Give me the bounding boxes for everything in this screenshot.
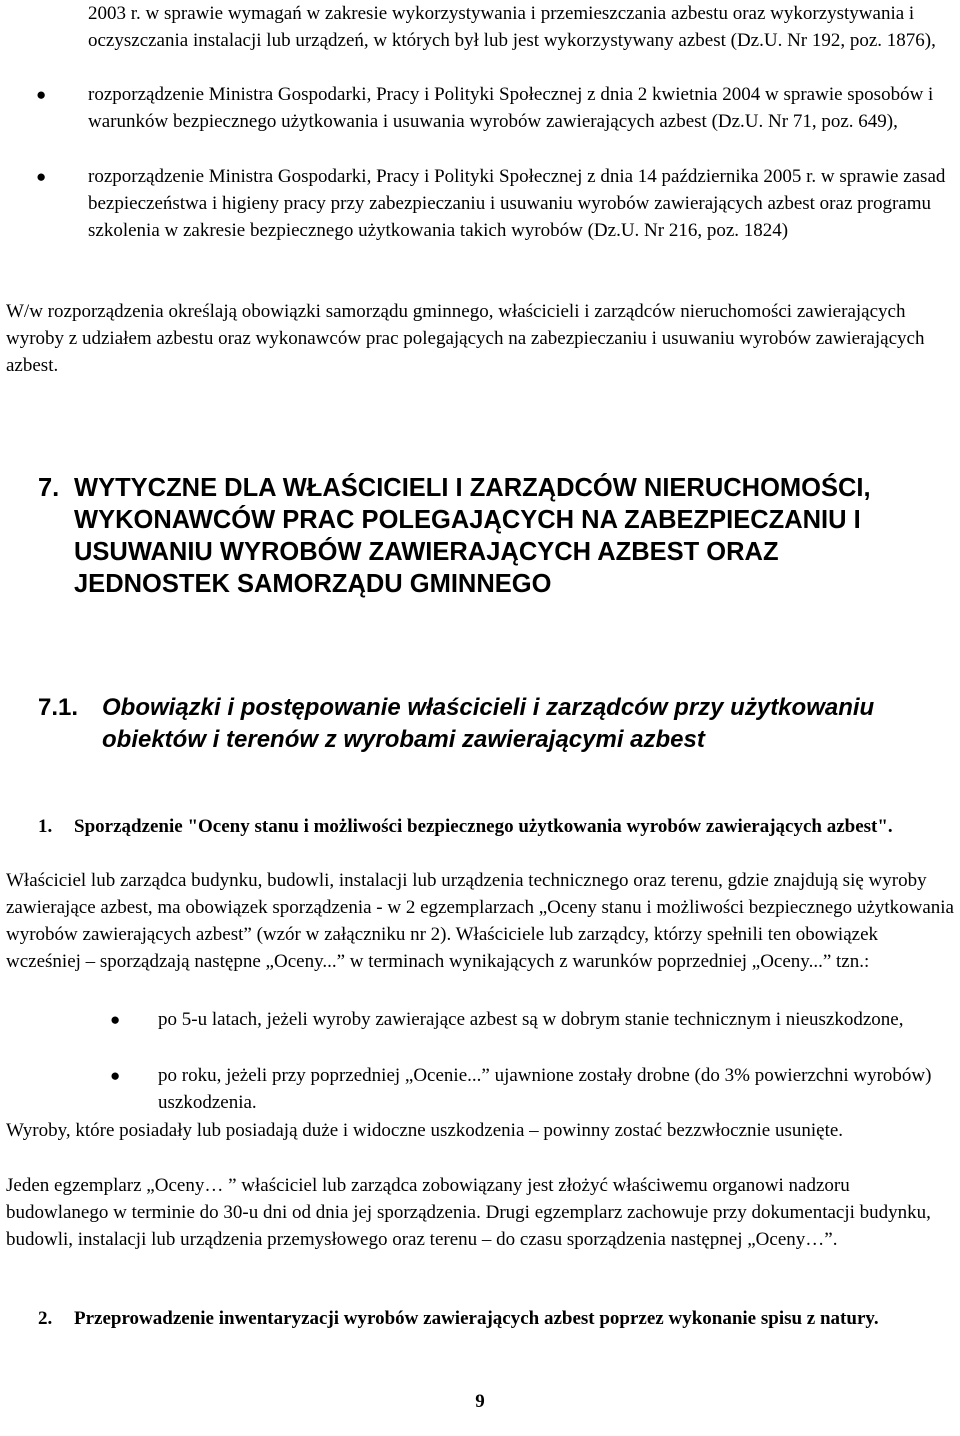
deadline-item [110, 1062, 954, 1116]
intro-continuation-text: 2003 r. w sprawie wymagań w zakresie wykorzystywania i przemieszczania azbestu oraz wykorzystywania i oczyszczania instalacji lub urządzeń, w których był lub jest wykorzystywany azbest (Dz.U. Nr 192, poz. 1876), [88, 3, 936, 51]
bullet-icon: ● [110, 1066, 121, 1085]
damaged-products-paragraph: Wyroby, które posiadały lub posiadają duże i widoczne uszkodzenia – powinny zostać bezzwłocznie usunięte. [6, 1120, 844, 1141]
item-heading [38, 813, 918, 840]
assessment-paragraph: Właściciel lub zarządca budynku, budowli, instalacji lub urządzenia technicznego oraz terenu, gdzie znajdują się wyroby zawierające azbest, ma obowiązek sporządzenia - w 2 egzemplarzach „Oceny stanu i możliwości bezpiecznego użytkowania wyrobów zawierających azbest” (wzór w załączniku nr 2). Właściciele lub zarządcy, którzy spełnili ten obowiązek wcześniej – sporządzają następne „Oceny...” w terminach wynikających z warunków poprzedniej „Oceny...” tzn.: [6, 870, 954, 972]
deadline-item [110, 1006, 954, 1033]
item-number: 1. [38, 816, 53, 837]
regulation-continuation [88, 0, 954, 54]
bullet-icon: ● [36, 85, 47, 104]
regulation-item [36, 81, 954, 135]
section-heading [38, 472, 938, 600]
item-title: Sporządzenie "Oceny stanu i możliwości bezpiecznego użytkowania wyrobów zawierających azbest". [74, 816, 893, 837]
subsection-title: Obowiązki i postępowanie właścicieli i zarządców przy użytkowaniu obiektów i terenów z wyrobami zawierającymi azbest [102, 694, 875, 753]
item-title: Przeprowadzenie inwentaryzacji wyrobów zawierających azbest poprzez wykonanie spisu z natury. [74, 1308, 879, 1329]
submission-paragraph: Jeden egzemplarz „Oceny… ” właściciel lub zarządca zobowiązany jest złożyć właściwemu organowi nadzoru budowlanego w terminie do 30-u dni od dnia jej sporządzenia. Drugi egzemplarz zachowuje przy dokumentacji budynku, budowli, instalacji lub urządzenia przemysłowego oraz terenu – do czasu sporządzenia następnej „Oceny…”. [6, 1175, 931, 1250]
section-title: WYTYCZNE DLA WŁAŚCICIELI I ZARZĄDCÓW NIERUCHOMOŚCI, WYKONAWCÓW PRAC POLEGAJĄCYCH NA ZABEZPIECZANIU I USUWANIU WYROBÓW ZAWIERAJĄCYCH AZBEST ORAZ JEDNOSTEK SAMORZĄDU GMINNEGO [74, 474, 871, 598]
deadline-text: po roku, jeżeli przy poprzedniej „Ocenie...” ujawnione zostały drobne (do 3% powierzchni wyrobów) uszkodzenia. [158, 1065, 932, 1113]
subsection-heading [38, 692, 918, 756]
item-number: 2. [38, 1308, 53, 1329]
section-number: 7. [38, 474, 60, 502]
regulation-text: rozporządzenie Ministra Gospodarki, Pracy i Polityki Społecznej z dnia 14 października 2005 r. w sprawie zasad bezpieczeństwa i higieny pracy przy zabezpieczaniu i usuwaniu wyrobów zawierających azbest oraz programu szkolenia w zakresie bezpiecznego użytkowania takich wyrobów (Dz.U. Nr 216, poz. 1824) [88, 166, 946, 241]
deadline-text: po 5-u latach, jeżeli wyroby zawierające azbest są w dobrym stanie technicznym i nieuszkodzone, [158, 1009, 904, 1030]
item-heading [38, 1305, 918, 1332]
subsection-number: 7.1. [38, 694, 79, 721]
regulation-text: rozporządzenie Ministra Gospodarki, Pracy i Polityki Społecznej z dnia 2 kwietnia 2004 w sprawie sposobów i warunków bezpiecznego użytkowania i usuwania wyrobów zawierających azbest (Dz.U. Nr 71, poz. 649), [88, 84, 934, 132]
page-number: 9 [475, 1391, 485, 1412]
bullet-icon: ● [110, 1010, 121, 1029]
bullet-icon: ● [36, 167, 47, 186]
summary-paragraph: W/w rozporządzenia określają obowiązki samorządu gminnego, właścicieli i zarządców nieruchomości zawierających wyroby z udziałem azbestu oraz wykonawców prac polegających na zabezpieczaniu i usuwaniu wyrobów zawierających azbest. [6, 301, 925, 376]
regulation-item [36, 163, 954, 244]
